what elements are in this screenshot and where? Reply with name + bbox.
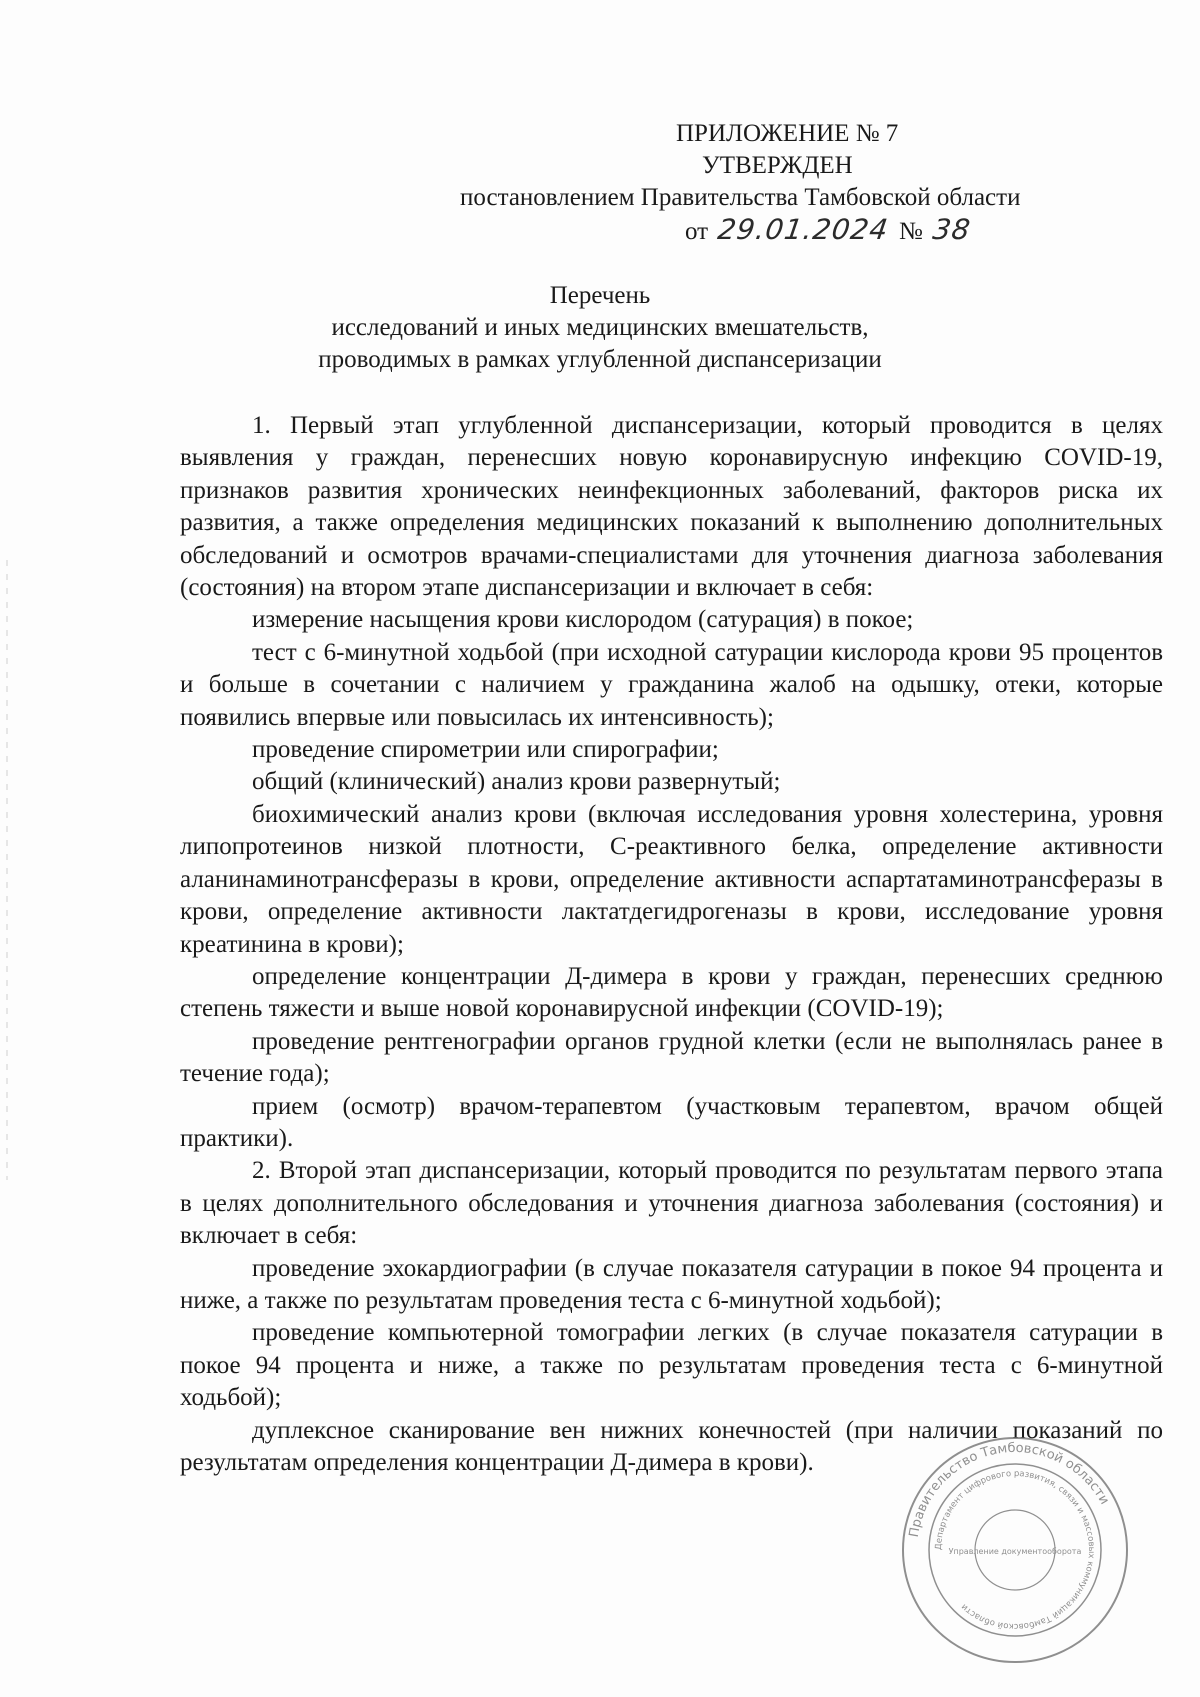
number-prefix: №: [898, 218, 923, 245]
approved-label: УТВЕРЖДЕН: [702, 152, 853, 179]
list-item: проведение эхокардиографии (в случае показателя сатурации в покое 94 процента и ниже, а также по результатам проведения теста с 6-минутной ходьбой);: [180, 1254, 1163, 1314]
date-prefix: от: [685, 218, 709, 245]
title-line-3: проводимых в рамках углубленной диспансеризации: [318, 346, 882, 373]
scan-edge-artifact: [6, 560, 8, 1180]
handwritten-number: 38: [930, 213, 974, 246]
approval-header: [460, 118, 1160, 248]
list-item: проведение рентгенографии органов грудной клетки (если не выполнялась ранее в течение года);: [180, 1027, 1163, 1088]
handwritten-date: 29.01.2024: [716, 213, 892, 246]
stamp-inner-text: Департамент цифрового развития, связи и массовых коммуникаций Тамбовской области: [933, 1468, 1097, 1632]
stamp-outer-text: Правительство Тамбовской области: [906, 1440, 1112, 1539]
list-item: биохимический анализ крови (включая исследования уровня холестерина, уровня липопротеинов низкой плотности, С-реактивного белка, определение активности аланинаминотрансферазы в крови, определение активности аспартатаминотрансферазы в крови, определение активности лактатдегидрогеназы в крови, исследование уровня креатинина в крови);: [180, 800, 1163, 958]
paragraph-stage-2: 2. Второй этап диспансеризации, который проводится по результатам первого этапа в целях дополнительного обследования и уточнения диагноза заболевания (состояния) и включает в себя:: [180, 1157, 1163, 1250]
appendix-number: ПРИЛОЖЕНИЕ № 7: [676, 120, 899, 147]
list-item: тест с 6-минутной ходьбой (при исходной сатурации кислорода крови 95 процентов и больше в сочетании с наличием у гражданина жалоб на одышку, отеки, которые появились впервые или повысилась их интенсивность);: [180, 638, 1163, 731]
official-seal-stamp: [900, 1435, 1130, 1665]
title-line-1: Перечень: [549, 282, 651, 309]
list-item: определение концентрации Д-димера в крови у граждан, перенесших среднюю степень тяжести и выше новой коронавирусной инфекции (COVID-19);: [180, 962, 1163, 1023]
paragraph-stage-1: 1. Первый этап углубленной диспансеризации, который проводится в целях выявления у граждан, перенесших новую коронавирусную инфекцию COVID-19, признаков развития хронических неинфекционных заболеваний, факторов риска их развития, а также определения медицинских показаний к выполнению дополнительных обследований и осмотров врачами-специалистами для уточнения диагноза заболевания (состояния) на втором этапе диспансеризации и включает в себя:: [180, 412, 1163, 602]
list-item: проведение спирометрии или спирографии;: [252, 736, 719, 764]
list-item: проведение компьютерной томографии легких (в случае показателя сатурации в покое 94 процента и ниже, а также по результатам проведения теста с 6-минутной ходьбой);: [180, 1319, 1163, 1412]
date-line: [460, 214, 1160, 248]
title-line-2: исследований и иных медицинских вмешательств,: [331, 314, 869, 341]
list-item: дуплексное сканирование вен нижних конечностей (при наличии показаний по результатам определения концентрации Д-димера в крови).: [180, 1416, 1163, 1476]
list-item: измерение насыщения крови кислородом (сатурация) в покое;: [252, 606, 914, 634]
document-body: [180, 410, 1163, 1479]
document-title: [180, 280, 1020, 376]
list-item: прием (осмотр) врачом-терапевтом (участковым терапевтом, врачом общей практики).: [180, 1092, 1163, 1152]
stamp-center-text: Управление документооборота: [948, 1547, 1082, 1556]
list-item: общий (клинический) анализ крови развернутый;: [252, 768, 781, 796]
approved-by: постановлением Правительства Тамбовской области: [460, 184, 1021, 211]
